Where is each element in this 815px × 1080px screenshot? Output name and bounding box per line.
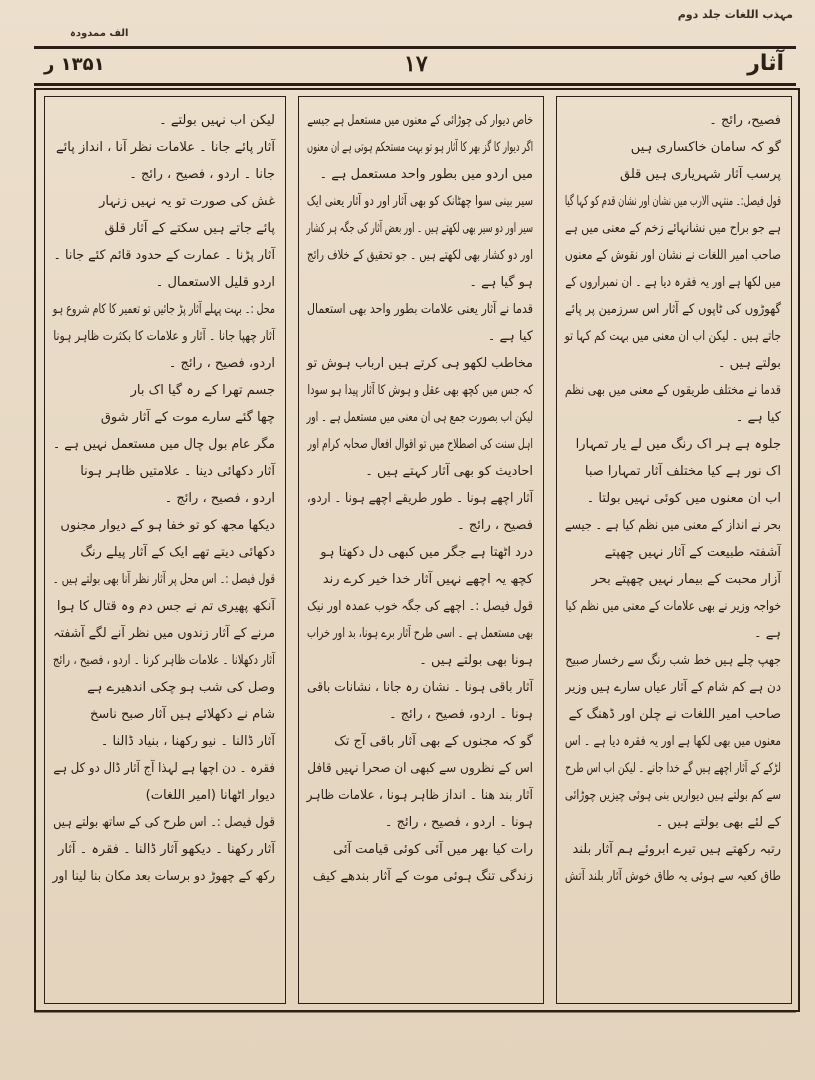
text-line: رتبہ رکھتے ہیں تیرے ابروئے ہم آثار بلند bbox=[572, 842, 781, 857]
text-line: قول فیصل :۔ اس محل پر آثار نظر آنا بھی بولتے ہیں ۔ bbox=[52, 572, 275, 587]
bottom-rule bbox=[34, 1012, 796, 1017]
text-line: ہونا بھی بولتے ہیں ۔ bbox=[419, 653, 533, 668]
text-line: آثار باقی ہونا ۔ نشان رہ جانا ، نشانات باقی bbox=[307, 680, 533, 695]
text-line: اہل سنت کی اصطلاح میں تو اقوال افعال صحابہ کرام اور bbox=[307, 437, 533, 452]
text-line: معنوں میں بھی لکھا ہے اور یہ فقرہ دیا ہے ۔ اس bbox=[564, 734, 781, 749]
text-line: کے لئے بھی بولتے ہیں ۔ bbox=[655, 815, 781, 830]
text-line: سیر اور دو سیر بھی لکھتے ہیں ۔ اور بعض آثار کی جگہ ہر کشار bbox=[306, 221, 533, 236]
text-line: رکھ کے چھوڑ دو برسات بعد مکان بنا لینا اور bbox=[52, 869, 275, 884]
text-line: آثار چھپا جانا ۔ آثار و علامات کا بکثرت ظاہر ہونا bbox=[53, 329, 276, 344]
text-line: اک نور ہے کیا مختلف آثار تمہارا صبا bbox=[584, 464, 781, 479]
text-line: پائے جاتے ہیں سکتے کے آثار قلق bbox=[104, 221, 275, 236]
text-line: آثار دکھلانا ۔ علامات ظاہر کرنا ۔ اردو ، فصیح ، رائج bbox=[52, 653, 275, 668]
text-line: میں لکھا ہے اور یہ فقرہ دیا ہے ۔ ان نمبراروں کے bbox=[565, 275, 781, 290]
text-line: کہ جس میں کچھ بھی عقل و ہوش کا آثار پیدا ہو سودا bbox=[307, 383, 533, 398]
text-line: گو کہ مجنوں کے بھی آثار باقی آج تک bbox=[334, 734, 533, 749]
text-line: بولتے ہیں ۔ bbox=[717, 356, 781, 371]
text-line: دیکھا مجھ کو تو خفا ہو کے دیوار مجنوں bbox=[60, 518, 275, 533]
text-line: اگر دیوار کا گز بھر کا آثار ہو تو بہت مستحکم ہوتی ہے ان معنوں bbox=[307, 140, 533, 155]
page-number: ۱۷ bbox=[404, 51, 428, 77]
text-line: دیوار اٹھانا (امیر اللغات) bbox=[145, 788, 275, 803]
text-line: خواجہ وزیر نے بھی علامات کے معنی میں نظم کیا bbox=[565, 599, 781, 614]
text-line: درد اٹھتا ہے جگر میں کبھی دل دکھتا ہو bbox=[320, 545, 533, 560]
text-line: اردو قلیل الاستعمال ۔ bbox=[155, 275, 275, 290]
text-line: آثار رکھنا ۔ دیکھو آثار ڈالنا ۔ فقرہ ۔ آثار bbox=[58, 842, 275, 857]
text-line: بحر نے انداز کے معنی میں نظم کیا ہے ۔ جیسے bbox=[564, 518, 781, 533]
text-line: پرسب آثار شہریاری ہیں قلق bbox=[620, 167, 781, 182]
page-header-band bbox=[34, 46, 796, 86]
text-line: ہونا ۔ اردو ، فصیح ، رائج ۔ bbox=[384, 815, 533, 830]
text-line: محل :۔ بہت پہلے آثار پڑ جائیں تو تعمیر کا کام شروع ہو bbox=[52, 302, 275, 317]
text-line: ہے ۔ bbox=[754, 626, 781, 641]
text-line: جسم تھرا کے رہ گیا اک بار bbox=[130, 383, 275, 398]
text-line: آثار پڑنا ۔ عمارت کے حدود قائم کئے جانا ۔ bbox=[53, 248, 275, 263]
column-left bbox=[44, 96, 286, 1004]
column-right bbox=[556, 96, 792, 1004]
text-line: جھپ چلے ہیں خط شب رنگ سے رخسار صبیح bbox=[565, 653, 781, 668]
text-line: جلوہ ہے ہر اک رنگ میں لے یار تمہارا bbox=[575, 437, 781, 452]
text-line: دکھائی دیتے تھے ایک کے آثار پیلے رنگ bbox=[80, 545, 275, 560]
text-line: طاق کعبہ سے ہوئی یہ طاق خوش آثار بلند آتش bbox=[564, 869, 781, 884]
text-line: اب ان معنوں میں کوئی نہیں بولتا ۔ bbox=[586, 491, 781, 506]
column-middle bbox=[298, 96, 544, 1004]
text-line: چھا گئے سارے موت کے آثار شوق bbox=[100, 410, 275, 425]
left-reference: ۱۳۵۱ ر bbox=[44, 54, 105, 75]
text-line: وصل کی شب ہو چکی اندھیرے ہے bbox=[87, 680, 275, 695]
text-line: لیکن اب بصورت جمع ہی ان معنی میں مستعمل ہے ۔ اور bbox=[306, 410, 533, 425]
text-line: زندگی تنگ ہوئی موت کے آثار بندھے کیف bbox=[312, 869, 533, 884]
text-line: آشفتہ طبیعت کے آثار نہیں چھپتے bbox=[604, 545, 781, 560]
text-line: لیکن اب نہیں بولتے ۔ bbox=[159, 113, 275, 128]
text-line: ہونا ۔ اردو، فصیح ، رائج ۔ bbox=[389, 707, 533, 722]
text-line: آزار محبت کے بیمار نہیں چھپتے بحر bbox=[591, 572, 781, 587]
text-line: کچھ یہ اچھے نہیں آثار خدا خیر کرے رند bbox=[322, 572, 533, 587]
text-line: دن ہے کم شام کے آثار عیاں سارے ہیں وزیر bbox=[565, 680, 781, 695]
text-line: اس کے نظروں سے کبھی ان صحرا نہیں قافل bbox=[307, 761, 533, 776]
text-line: خاص دیوار کی چوڑائی کے معنوں میں مستعمل ہے جیسے bbox=[307, 113, 533, 128]
text-line: فقرہ ۔ دن اچھا ہے لہذا آج آثار ڈال دو کل ہے bbox=[53, 761, 275, 776]
text-line: غش کی صورت تو یہ نہیں زنہار bbox=[99, 194, 275, 209]
text-line: لڑکے کے آثار اچھے ہیں گے خدا جانے ۔ لیکن اب اس طرح bbox=[565, 761, 781, 776]
headword-title: آثار bbox=[747, 51, 784, 76]
text-line: شام نے دکھلائے ہیں آثار صبح ناسخ bbox=[89, 707, 275, 722]
text-frame bbox=[34, 88, 800, 1012]
text-line: صاحب امیر اللغات نے نشان اور نقوش کے معنوں bbox=[564, 248, 781, 263]
text-line: کیا ہے ۔ bbox=[487, 329, 533, 344]
running-head-book-title: مہذب اللغات جلد دوم bbox=[677, 8, 793, 21]
text-line: قول فیصل :۔ اچھے کی جگہ خوب عمدہ اور نیک bbox=[307, 599, 533, 614]
text-line: میں اردو میں بطور واحد مستعمل ہے ۔ bbox=[319, 167, 533, 182]
text-line: قدما نے آثار یعنی علامات بطور واحد بھی استعمال bbox=[306, 302, 533, 317]
text-line: آثار اچھے ہونا ۔ طور طریقے اچھے ہونا ۔ اردو، bbox=[306, 491, 533, 506]
text-line: قدما نے مختلف طریقوں کے معنی میں بھی نظم bbox=[564, 383, 781, 398]
text-line: ہو گیا ہے ۔ bbox=[469, 275, 533, 290]
running-head-section: الف ممدودہ bbox=[70, 28, 129, 39]
text-line: آثار دکھائی دینا ۔ علامتیں ظاہر ہونا bbox=[80, 464, 275, 479]
text-line: ہے جو براح میں نشانہائے زخم کے معنی میں ہے bbox=[564, 221, 781, 236]
text-line: جاتے ہیں ۔ لیکن اب ان معنی میں بہت کم کہا تو bbox=[564, 329, 781, 344]
text-line: اردو، فصیح ، رائج ۔ bbox=[168, 356, 275, 371]
text-line: آثار ڈالنا ۔ نیو رکھنا ، بنیاد ڈالنا ۔ bbox=[100, 734, 275, 749]
text-line: رات کیا بھر میں آئی کوئی قیامت آئی bbox=[332, 842, 533, 857]
text-line: مگر عام بول چال میں مستعمل نہیں ہے ۔ bbox=[52, 437, 275, 452]
text-line: مرنے کے آثار زندوں میں نظر آنے لگے آشفتہ bbox=[53, 626, 276, 641]
text-line: اردو ، فصیح ، رائج ۔ bbox=[164, 491, 275, 506]
text-line: فصیح، رائج ۔ bbox=[709, 113, 781, 128]
text-line: مخاطب لکھو ہی کرتے ہیں ارباب ہوش تو bbox=[306, 356, 533, 371]
text-line: کیا ہے ۔ bbox=[735, 410, 781, 425]
text-line: بھی مستعمل ہے ۔ اسی طرح آثار برے ہونا، بد اور خراب bbox=[307, 626, 533, 641]
text-line: سے کم بولتے ہیں دیواریں بنی ہوئی چیزیں چوڑائی bbox=[564, 788, 781, 803]
text-line: گو کہ سامان خاکساری ہیں bbox=[630, 140, 781, 155]
text-line: آنکھ پھیری تم نے جس دم وہ قتال کا ہوا bbox=[56, 599, 275, 614]
text-line: آثار پائے جانا ۔ علامات نظر آنا ، انداز پائے bbox=[56, 140, 275, 155]
text-line: آثار بند ھنا ۔ انداز ظاہر ہونا ، علامات ظاہر bbox=[306, 788, 533, 803]
text-line: صاحب امیر اللغات نے چلن اور ڈھنگ کے bbox=[568, 707, 781, 722]
text-line: گھوڑوں کی ٹاپوں کے آثار اس سرزمین پر پائے bbox=[565, 302, 781, 317]
text-line: سیر بینی سوا چھٹانک کو بھی آثار اور دو آثار یعنی ایک bbox=[306, 194, 533, 209]
text-line: اور دو کشار بھی لکھتے ہیں ۔ جو تحقیق کے خلاف رائج bbox=[307, 248, 533, 263]
text-line: قول فیصل :۔ اس طرح کی کے ساتھ بولتے ہیں bbox=[53, 815, 275, 830]
text-line: احادیث کو بھی آثار کہتے ہیں ۔ bbox=[365, 464, 533, 479]
text-line: جانا ۔ اردو ، فصیح ، رائج ۔ bbox=[129, 167, 275, 182]
text-line: فصیح ، رائج ۔ bbox=[457, 518, 533, 533]
text-line: قول فیصل:۔ منتہی الارب میں نشان اور نشان قدم کو کہا گیا bbox=[564, 194, 781, 209]
